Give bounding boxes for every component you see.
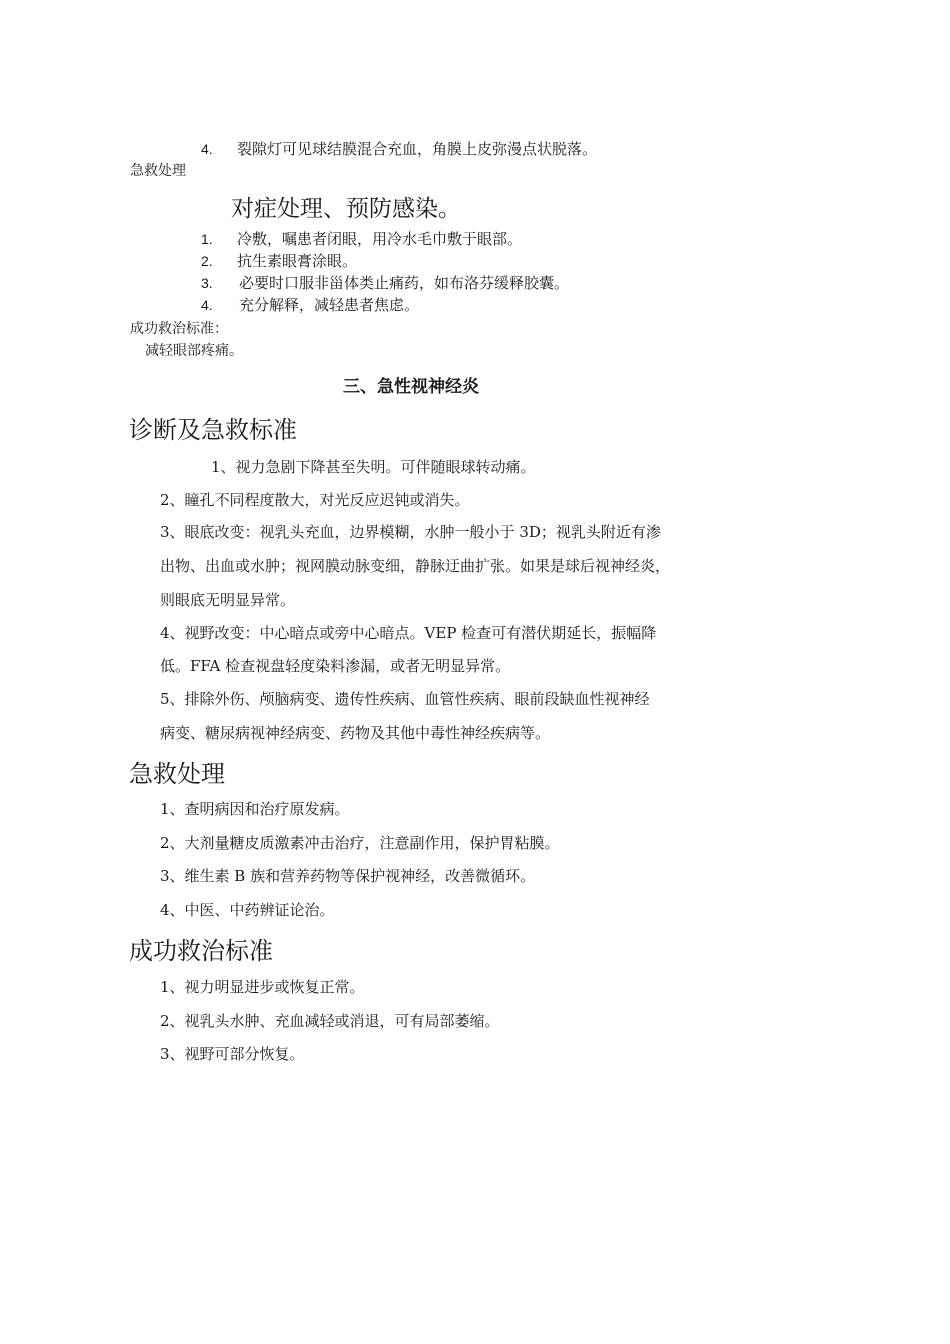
- principle-text: 对症处理、预防感染。: [231, 196, 461, 222]
- list-item: [201, 250, 357, 271]
- list-item: 1、查明病因和治疗原发病。: [160, 800, 350, 818]
- list-number: 2.: [201, 253, 213, 269]
- list-number: 3.: [201, 275, 213, 291]
- section-title: 三、急性视神经炎: [343, 377, 479, 397]
- list-text: 冷敷，嘱患者闭眼，用冷水毛巾敷于眼部。: [237, 230, 523, 248]
- list-text: 抗生素眼膏涂眼。: [237, 252, 358, 270]
- list-item: 则眼底无明显异常。: [160, 591, 296, 609]
- list-item: [201, 138, 597, 159]
- treatment-heading: 急救处理: [129, 760, 225, 788]
- list-item: 3、视野可部分恢复。: [160, 1045, 305, 1063]
- list-text: 必要时口服非甾体类止痛药，如布洛芬缓释胶囊。: [239, 274, 570, 292]
- list-number: 4.: [201, 297, 213, 313]
- success-text: 减轻眼部疼痛。: [145, 343, 243, 359]
- list-item: 出物、出血或水肿；视网膜动脉变细，静脉迂曲扩张。如果是球后视神经炎，: [160, 557, 671, 575]
- list-text: 充分解释，减轻患者焦虑。: [239, 296, 420, 314]
- list-item: 低。FFA 检查视盘轻度染料渗漏，或者无明显异常。: [160, 657, 511, 675]
- list-number: 4.: [201, 141, 213, 157]
- emergency-label: 急救处理: [130, 163, 186, 179]
- list-item: 1、视力明显进步或恢复正常。: [160, 978, 365, 996]
- list-item: 3、眼底改变：视乳头充血，边界模糊，水肿一般小于 3D；视乳头附近有渗: [160, 523, 661, 541]
- list-item: 5、排除外伤、颅脑病变、遗传性疾病、血管性疾病、眼前段缺血性视神经: [160, 690, 650, 708]
- list-item: 2、视乳头水肿、充血减轻或消退，可有局部萎缩。: [160, 1012, 500, 1030]
- list-item: [201, 294, 419, 315]
- success-heading: 成功救治标准: [129, 937, 273, 965]
- list-item: 4、视野改变：中心暗点或旁中心暗点。VEP 检查可有潜伏期延长，振幅降: [160, 624, 657, 642]
- list-number: 1.: [201, 231, 213, 247]
- list-item: [201, 272, 569, 293]
- list-item: 2、瞳孔不同程度散大，对光反应迟钝或消失。: [160, 491, 470, 509]
- list-item: 2、大剂量糖皮质激素冲击治疗，注意副作用，保护胃粘膜。: [160, 834, 560, 852]
- success-label: 成功救治标准：: [130, 321, 228, 337]
- diagnosis-heading: 诊断及急救标准: [129, 416, 297, 444]
- list-item: 4、中医、中药辨证论治。: [160, 901, 335, 919]
- list-item: 1、视力急剧下降甚至失明。可伴随眼球转动痛。: [211, 458, 536, 476]
- list-item: 3、维生素 B 族和营养药物等保护视神经，改善微循环。: [160, 867, 536, 885]
- list-text: 裂隙灯可见球结膜混合充血，角膜上皮弥漫点状脱落。: [237, 140, 598, 158]
- list-item: [201, 228, 522, 249]
- list-item: 病变、糖尿病视神经病变、药物及其他中毒性神经疾病等。: [160, 724, 551, 742]
